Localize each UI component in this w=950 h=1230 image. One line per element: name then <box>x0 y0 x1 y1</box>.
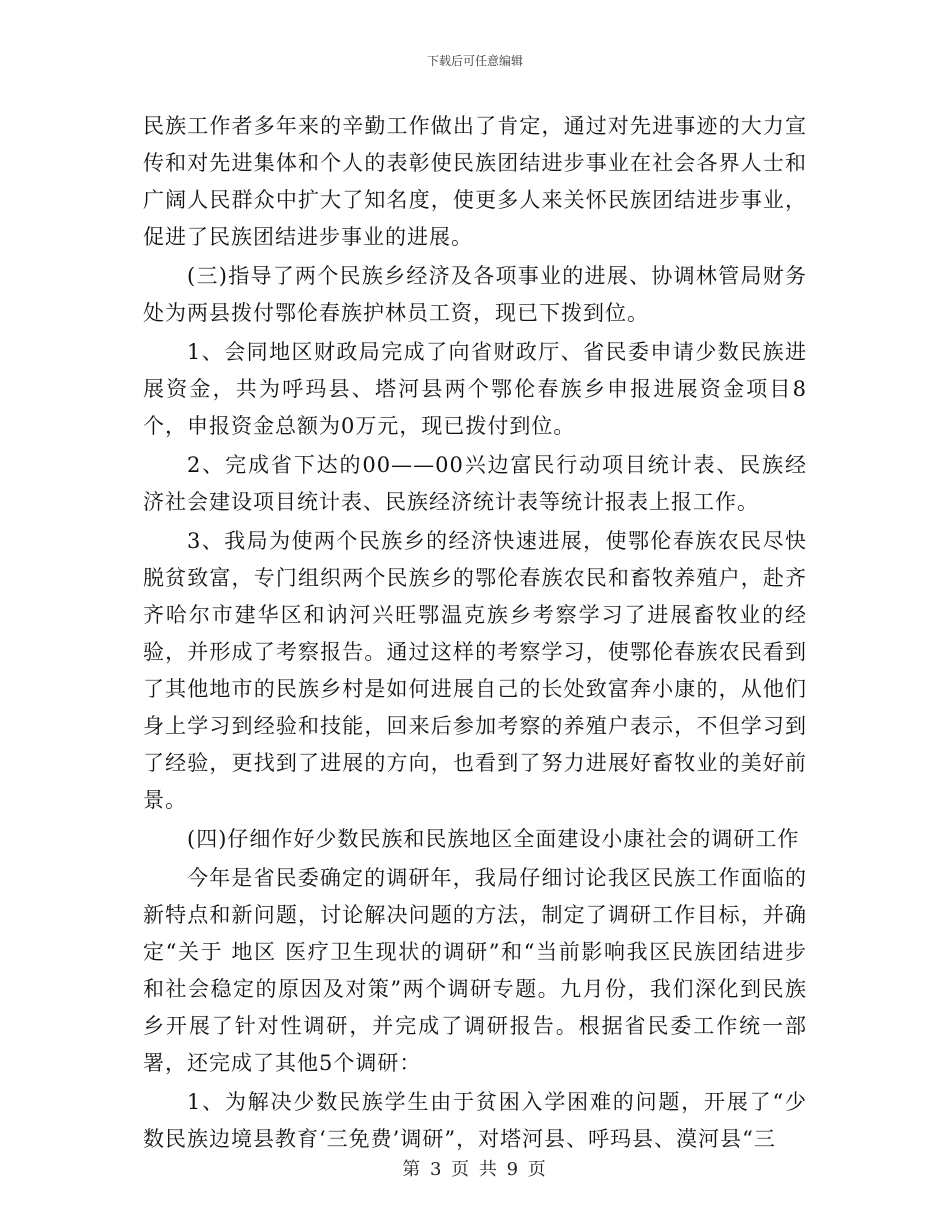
document-body <box>143 108 807 1158</box>
section-heading-4: (四)仔细作好少数民族和民族地区全面建设小康社会的调研工作 <box>187 827 800 851</box>
paragraph-2: (三)指导了两个民族乡经济及各项事业的进展、协调林管局财务处为两县拨付鄂伦春族护林员工资，现已下拨到位。 <box>143 264 807 325</box>
paragraph-3: 1、会同地区财政局完成了向省财政厅、省民委申请少数民族进展资金，共为呼玛县、塔河县两个鄂伦春族乡申报进展资金项目8个，申报资金总额为0万元，现已拨付到位。 <box>143 340 807 438</box>
page-header: 下载后可任意编辑 <box>426 54 523 68</box>
paragraph-4: 2、完成省下达的00——00兴边富民行动项目统计表、民族经济社会建设项目统计表、民族经济统计表等统计报表上报工作。 <box>143 453 807 514</box>
paragraph-5: 3、我局为使两个民族乡的经济快速进展，使鄂伦春族农民尽快脱贫致富，专门组织两个民族乡的鄂伦春族农民和畜牧养殖户，赴齐齐哈尔市建华区和讷河兴旺鄂温克族乡考察学习了进展畜牧业的经验，并形成了考察报告。通过这样的考察学习，使鄂伦春族农民看到了其他地市的民族乡村是如何进展自己的长处致富奔小康的，从他们身上学习到经验和技能，回来后参加考察的养殖户表示，不但学习到了经验，更找到了进展的方向，也看到了努力进展好畜牧业的美好前景。 <box>143 529 807 812</box>
page-number-footer: 第 3 页 共 9 页 <box>402 1159 548 1180</box>
paragraph-6: 今年是省民委确定的调研年，我局仔细讨论我区民族工作面临的新特点和新问题，讨论解决问题的方法，制定了调研工作目标，并确定“关于 地区 医疗卫生现状的调研”和“当前影响我区民族团结进步和社会稳定的原因及对策”两个调研专题。九月份，我们深化到民族乡开展了针对性调研，并完成了调研报告。根据省民委工作统一部署，还完成了其他5个调研： <box>143 866 807 1075</box>
paragraph-7: 1、为解决少数民族学生由于贫困入学困难的问题，开展了“少数民族边境县教育‘三免费’调研”，对塔河县、呼玛县、漠河县“三 <box>143 1090 807 1151</box>
paragraph-1: 民族工作者多年来的辛勤工作做出了肯定，通过对先进事迹的大力宣传和对先进集体和个人的表彰使民族团结进步事业在社会各界人士和广阔人民群众中扩大了知名度，使更多人来关怀民族团结进步事业，促进了民族团结进步事业的进展。 <box>143 114 807 249</box>
